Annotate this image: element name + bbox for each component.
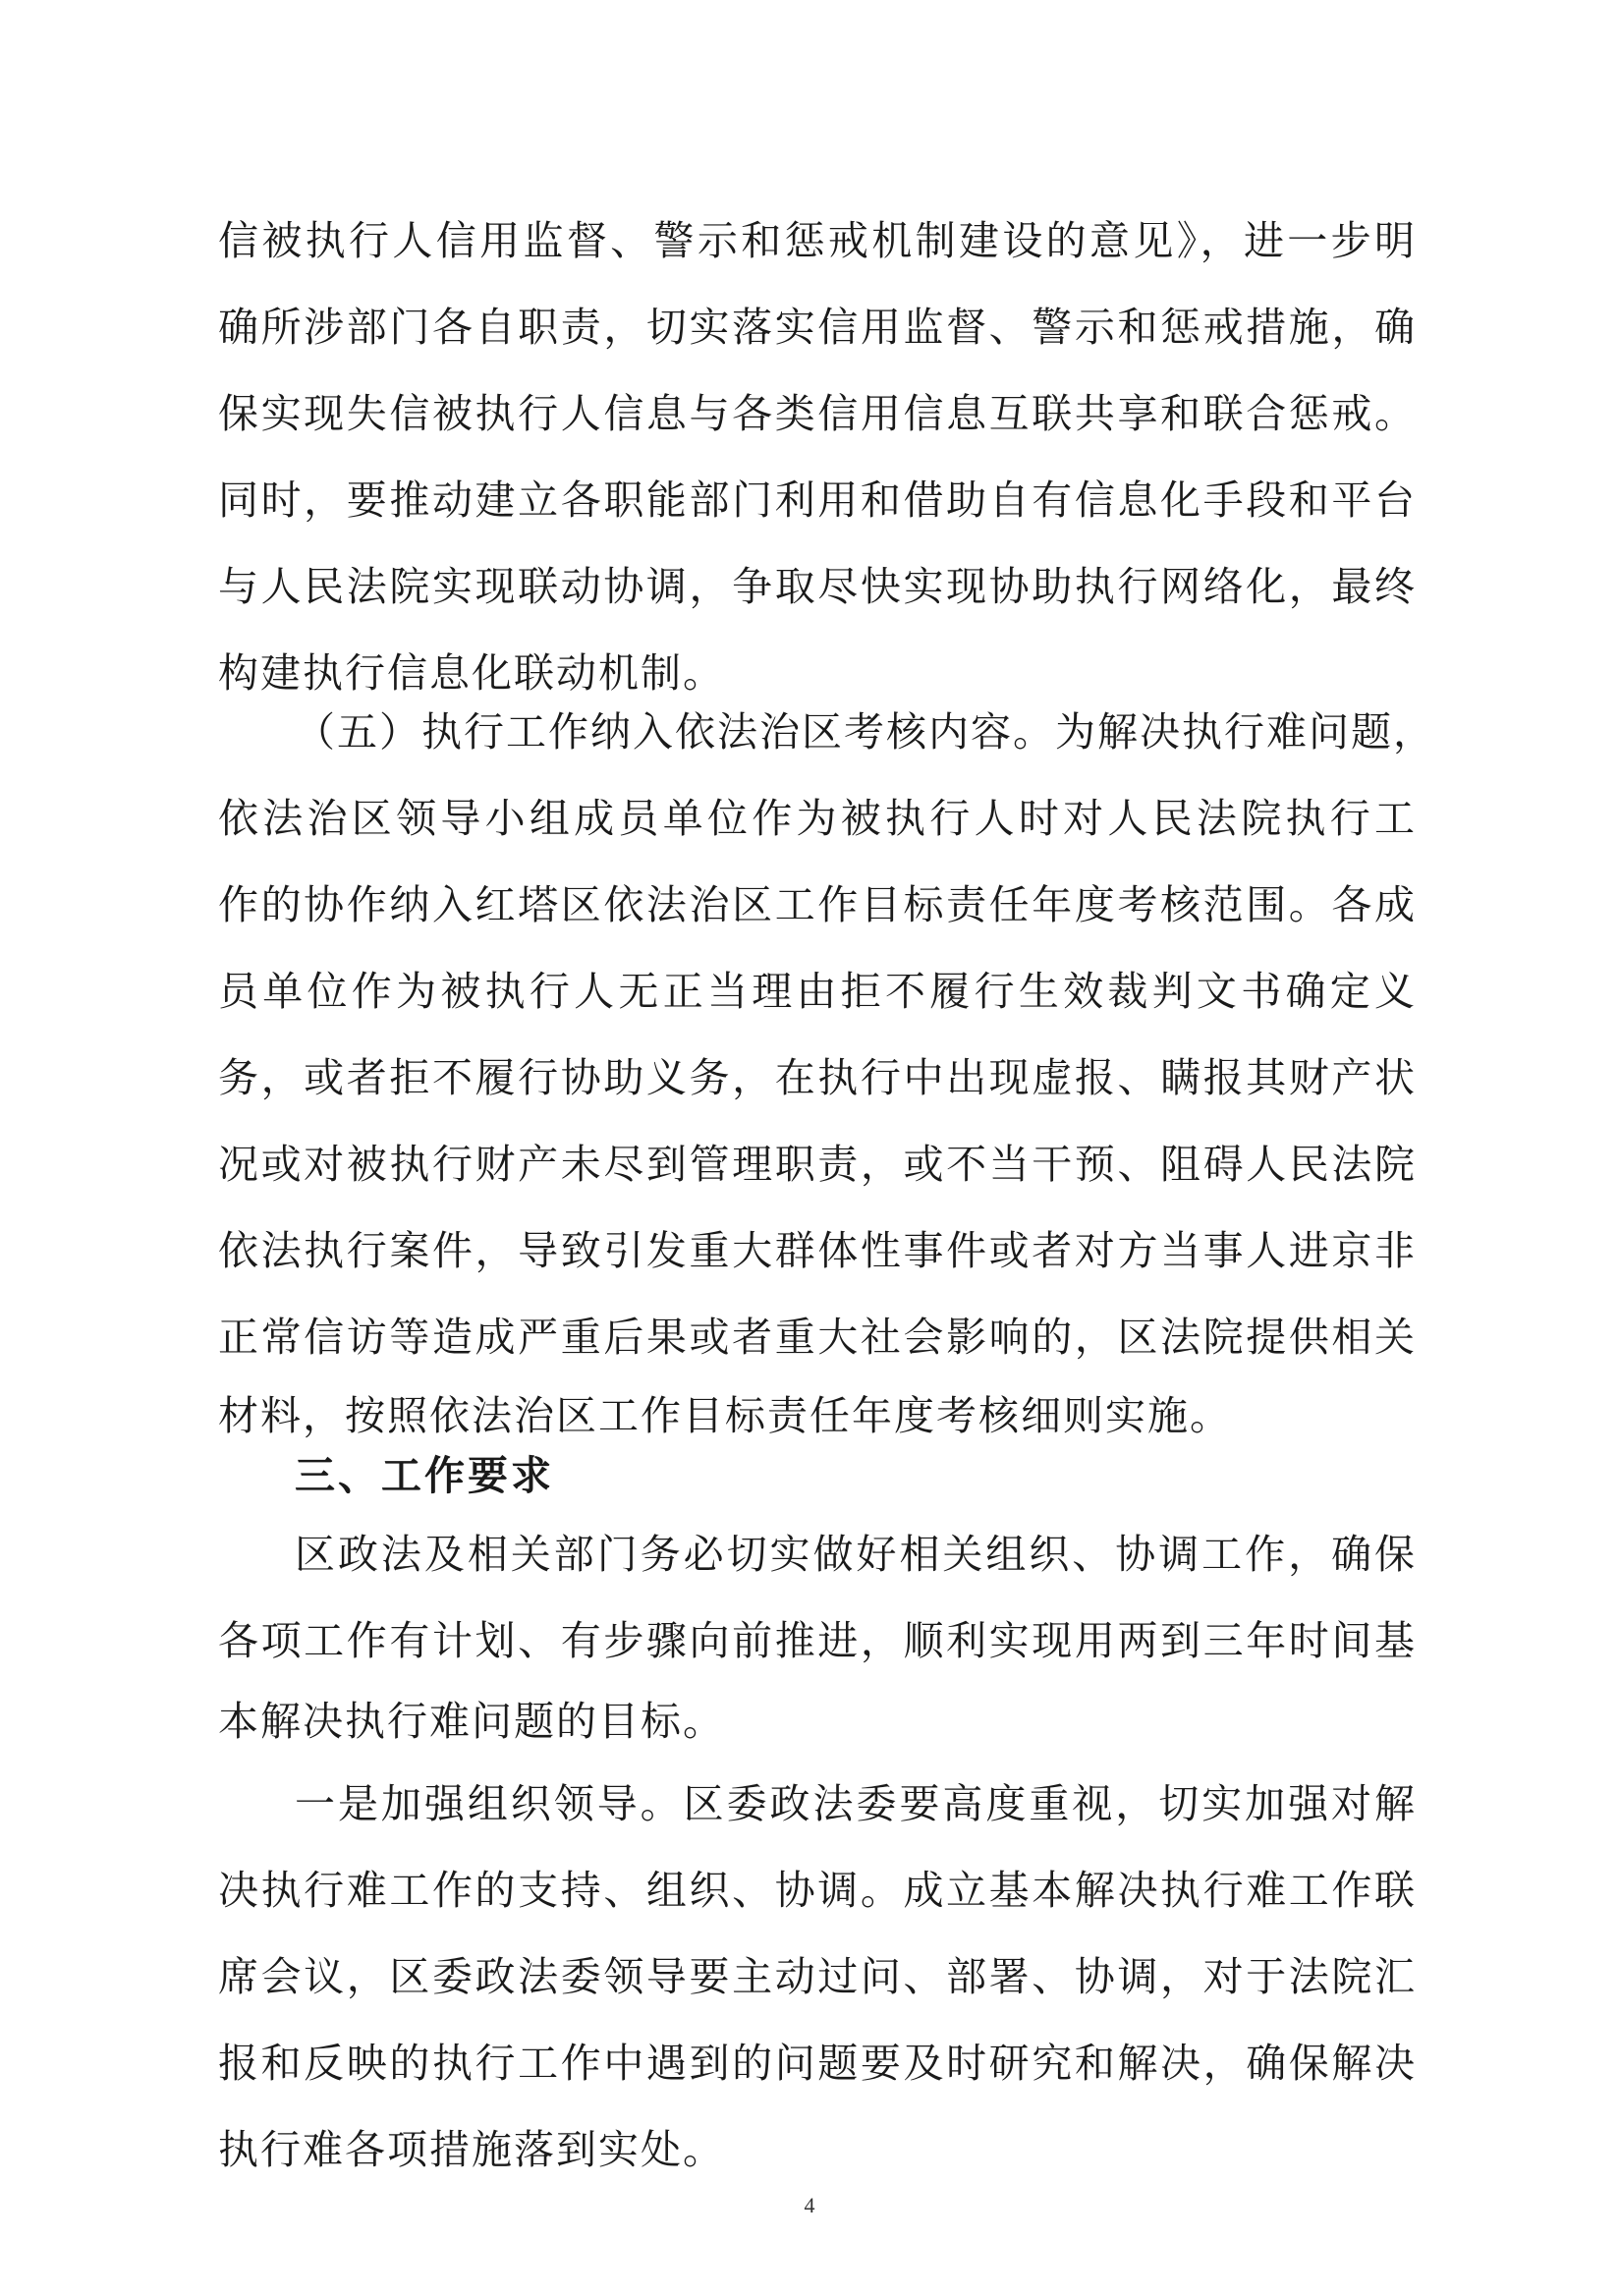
text-line: 一是加强组织领导。区委政法委要高度重视，切实加强对解 <box>295 1780 1417 1827</box>
text-line: 材料，按照依法治区工作目标责任年度考核细则实施。 <box>218 1392 1232 1439</box>
section-three-heading: 三、工作要求 <box>295 1452 554 1499</box>
text-line: 各项工作有计划、有步骤向前推进，顺利实现用两到三年时间基 <box>218 1617 1417 1664</box>
text-line: 员单位作为被执行人无正当理由拒不履行生效裁判文书确定义 <box>218 968 1417 1015</box>
text-line: 正常信访等造成严重后果或者重大社会影响的，区法院提供相关 <box>218 1314 1417 1361</box>
section-five-heading-line: （五）执行工作纳入依法治区考核内容。为解决执行难问题， <box>295 708 1435 756</box>
text-line: 席会议，区委政法委领导要主动过问、部署、协调，对于法院汇 <box>218 1953 1417 2000</box>
text-line: 信被执行人信用监督、警示和惩戒机制建设的意见》，进一步明 <box>218 217 1417 264</box>
text-line: 报和反映的执行工作中遇到的问题要及时研究和解决，确保解决 <box>218 2040 1417 2087</box>
text-line: 确所涉部门各自职责，切实落实信用监督、警示和惩戒措施，确 <box>218 304 1417 351</box>
text-line: 与人民法院实现联动协调，争取尽快实现协助执行网络化，最终 <box>218 563 1417 610</box>
text-line: 保实现失信被执行人信息与各类信用信息互联共享和联合惩戒。 <box>218 390 1417 437</box>
text-line: 本解决执行难问题的目标。 <box>218 1698 725 1745</box>
text-line: 同时，要推动建立各职能部门利用和借助自有信息化手段和平台 <box>218 476 1417 524</box>
text-line: 依法治区领导小组成员单位作为被执行人时对人民法院执行工 <box>218 795 1417 842</box>
text-line: 构建执行信息化联动机制。 <box>218 649 725 697</box>
text-line: 区政法及相关部门务必切实做好相关组织、协调工作，确保 <box>295 1531 1417 1578</box>
text-line: 况或对被执行财产未尽到管理职责，或不当干预、阻碍人民法院 <box>218 1141 1417 1188</box>
text-line: 决执行难工作的支持、组织、协调。成立基本解决执行难工作联 <box>218 1867 1417 1914</box>
text-line: 执行难各项措施落到实处。 <box>218 2126 725 2173</box>
page-number: 4 <box>804 2193 815 2217</box>
text-line: 务，或者拒不履行协助义务，在执行中出现虚报、瞒报其财产状 <box>218 1054 1417 1101</box>
text-line: 依法执行案件，导致引发重大群体性事件或者对方当事人进京非 <box>218 1227 1417 1274</box>
text-line: 作的协作纳入红塔区依法治区工作目标责任年度考核范围。各成 <box>218 881 1417 928</box>
